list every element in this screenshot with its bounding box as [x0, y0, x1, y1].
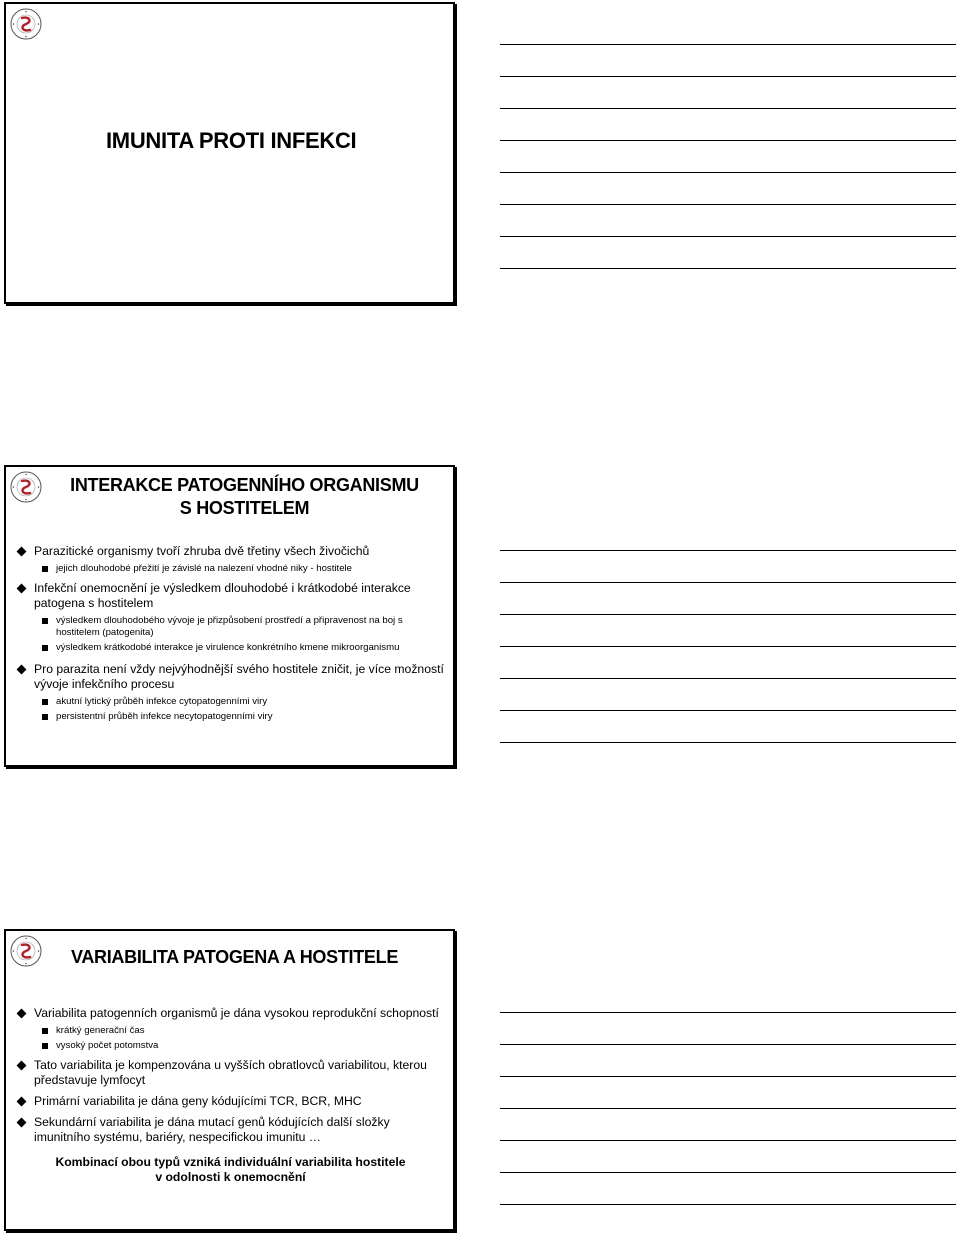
note-line [500, 1076, 956, 1077]
notes-lines-1 [500, 44, 956, 300]
note-line [500, 550, 956, 551]
slide-2-title-line1: INTERAKCE PATOGENNÍHO ORGANISMU [70, 475, 419, 495]
slide-2 [4, 465, 455, 767]
bullet: Primární variabilita je dána geny kódujícími TCR, BCR, MHC [16, 1094, 445, 1109]
slide-3-summary [16, 1155, 445, 1185]
note-line [500, 742, 956, 743]
note-line [500, 236, 956, 237]
sub-bullet: vysoký počet potomstva [16, 1040, 445, 1052]
sub-bullet: persistentní průběh infekce necytopatogenními viry [16, 711, 445, 723]
summary-line1: Kombinací obou typů vzniká individuální variabilita hostitele [55, 1155, 406, 1169]
note-line [500, 76, 956, 77]
note-line [500, 614, 956, 615]
note-line [500, 1012, 956, 1013]
note-line [500, 1140, 956, 1141]
note-line [500, 172, 956, 173]
note-line [500, 1204, 956, 1205]
slide-3 [4, 929, 455, 1231]
bullet: Pro parazita není vždy nejvýhodnější svého hostitele zničit, je více možností vývoje infekčního procesu [16, 662, 445, 692]
sub-bullet: krátký generační čas [16, 1025, 445, 1037]
slide-3-title: VARIABILITA PATOGENA A HOSTITELE [70, 947, 399, 967]
note-line [500, 140, 956, 141]
sub-bullet: jejich dlouhodobé přežití je závislé na nalezení vhodné niky - hostitele [16, 563, 445, 575]
notes-lines-2 [500, 550, 956, 774]
bullet: Sekundární variabilita je dána mutací genů kódujících další složky imunitního systému, bariéry, nespecifickou imunitu … [16, 1115, 445, 1145]
slide-3-content [16, 1006, 445, 1185]
sub-bullet: výsledkem dlouhodobého vývoje je přizpůsobení prostředí a připravenost na boj s hostitelem (patogenita) [16, 615, 445, 639]
summary-line2: v odolnosti k onemocnění [155, 1170, 306, 1184]
note-line [500, 710, 956, 711]
note-line [500, 646, 956, 647]
note-line [500, 678, 956, 679]
bullet: Infekční onemocnění je výsledkem dlouhodobé i krátkodobé interakce patogena s hostitelem [16, 581, 445, 611]
bullet: Variabilita patogenních organismů je dána vysokou reprodukční schopností [16, 1006, 445, 1021]
bullet: Parazitické organismy tvoří zhruba dvě třetiny všech živočichů [16, 544, 445, 559]
note-line [500, 44, 956, 45]
slide-2-title [36, 474, 453, 520]
slide-2-title-line2: S HOSTITELEM [179, 498, 310, 518]
note-line [500, 268, 956, 269]
note-line [500, 1172, 956, 1173]
notes-lines-3 [500, 1012, 956, 1236]
note-line [500, 204, 956, 205]
slide-1-title: IMUNITA PROTI INFEKCI [106, 128, 357, 153]
sub-bullet: výsledkem krátkodobé interakce je virulence konkrétního kmene mikroorganismu [16, 642, 445, 654]
bullet: Tato variabilita je kompenzována u vyšších obratlovců variabilitou, kterou představuje lymfocyt [16, 1058, 445, 1088]
note-line [500, 582, 956, 583]
note-line [500, 1044, 956, 1045]
slide-2-content [16, 544, 445, 726]
slide-1 [4, 2, 455, 304]
sub-bullet: akutní lytický průběh infekce cytopatogenními viry [16, 696, 445, 708]
note-line [500, 1108, 956, 1109]
note-line [500, 108, 956, 109]
university-seal-icon [10, 8, 42, 40]
